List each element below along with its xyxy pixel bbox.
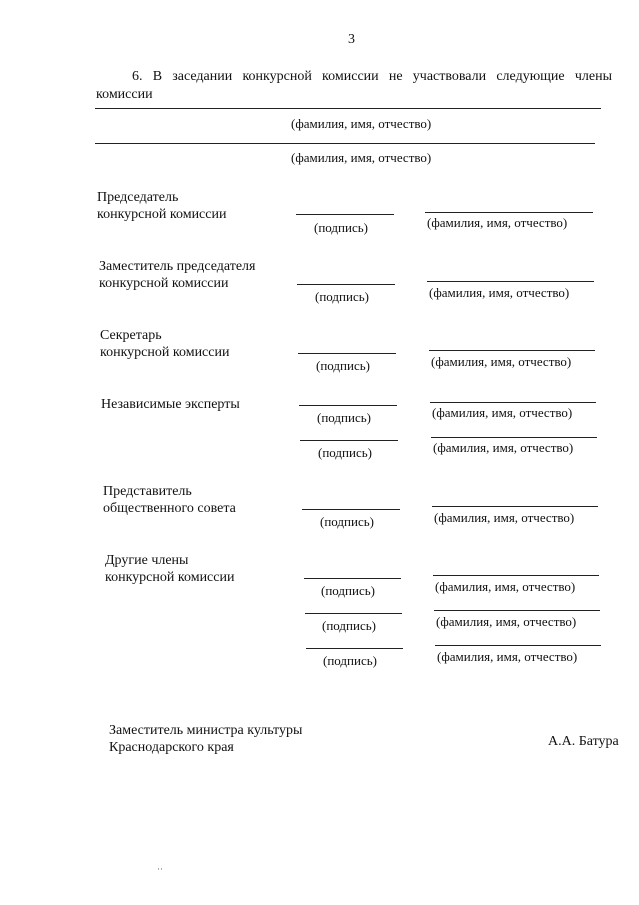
expert2-signature-line <box>300 440 398 441</box>
expert1-fio-caption: (фамилия, имя, отчество) <box>432 405 573 420</box>
expert1-fio-line <box>430 402 596 403</box>
role-secretary <box>100 327 290 361</box>
role-deputy-line1: Заместитель председателя <box>99 259 256 274</box>
role-other-members-line2: конкурсной комиссии <box>105 570 235 585</box>
secretary-fio-caption: (фамилия, имя, отчество) <box>431 354 572 369</box>
role-independent-experts: Независимые эксперты <box>101 397 240 412</box>
secretary-signature-caption: (подпись) <box>316 358 370 373</box>
role-chairman-line1: Председатель <box>97 190 179 205</box>
role-public-council-line1: Представитель <box>103 484 192 499</box>
deputy-signature-line <box>297 284 395 285</box>
member1-fio-line <box>433 575 599 576</box>
public-council-signature-caption: (подпись) <box>320 514 374 529</box>
chairman-signature-caption: (подпись) <box>314 220 368 235</box>
role-secretary-line1: Секретарь <box>100 328 162 343</box>
member1-fio-caption: (фамилия, имя, отчество) <box>435 579 576 594</box>
absent-member-caption-2: (фамилия, имя, отчество) <box>291 150 432 165</box>
absent-member-line-2 <box>95 143 595 144</box>
member1-signature-line <box>304 578 401 579</box>
absent-member-caption-1: (фамилия, имя, отчество) <box>291 116 432 131</box>
role-other-members <box>105 552 295 586</box>
public-council-fio-line <box>432 506 598 507</box>
secretary-fio-line <box>429 350 595 351</box>
public-council-fio-caption: (фамилия, имя, отчество) <box>434 510 575 525</box>
signatory-position <box>109 722 302 756</box>
role-deputy-line2: конкурсной комиссии <box>99 276 229 291</box>
member2-fio-caption: (фамилия, имя, отчество) <box>436 614 577 629</box>
page-number: 3 <box>348 32 355 47</box>
member3-fio-caption: (фамилия, имя, отчество) <box>437 649 578 664</box>
member2-signature-line <box>305 613 402 614</box>
role-public-council <box>103 483 293 517</box>
public-council-signature-line <box>302 509 400 510</box>
chairman-fio-line <box>425 212 593 213</box>
section6-line1: 6. В заседании конкурсной комиссии не участвовали следующие члены <box>132 69 612 84</box>
role-deputy-chairman <box>99 258 289 292</box>
member3-signature-caption: (подпись) <box>323 653 377 668</box>
expert2-signature-caption: (подпись) <box>318 445 372 460</box>
role-other-members-line1: Другие члены <box>105 553 189 568</box>
signatory-position-line2: Краснодарского края <box>109 740 234 755</box>
secretary-signature-line <box>298 353 396 354</box>
stray-mark: ·· <box>157 864 163 874</box>
absent-member-line-1 <box>95 108 601 109</box>
deputy-fio-line <box>427 281 594 282</box>
chairman-signature-line <box>296 214 394 215</box>
role-chairman-line2: конкурсной комиссии <box>97 207 227 222</box>
member2-signature-caption: (подпись) <box>322 618 376 633</box>
member3-signature-line <box>306 648 403 649</box>
role-secretary-line2: конкурсной комиссии <box>100 345 230 360</box>
expert2-fio-caption: (фамилия, имя, отчество) <box>433 440 574 455</box>
member1-signature-caption: (подпись) <box>321 583 375 598</box>
deputy-signature-caption: (подпись) <box>315 289 369 304</box>
expert1-signature-caption: (подпись) <box>317 410 371 425</box>
role-public-council-line2: общественного совета <box>103 501 236 516</box>
deputy-fio-caption: (фамилия, имя, отчество) <box>429 285 570 300</box>
member2-fio-line <box>434 610 600 611</box>
signatory-position-line1: Заместитель министра культуры <box>109 723 303 738</box>
section6-line2: комиссии <box>96 87 153 102</box>
expert2-fio-line <box>431 437 597 438</box>
member3-fio-line <box>435 645 601 646</box>
signatory-name: А.А. Батура <box>548 734 619 749</box>
expert1-signature-line <box>299 405 397 406</box>
chairman-fio-caption: (фамилия, имя, отчество) <box>427 215 568 230</box>
role-chairman <box>97 189 287 223</box>
